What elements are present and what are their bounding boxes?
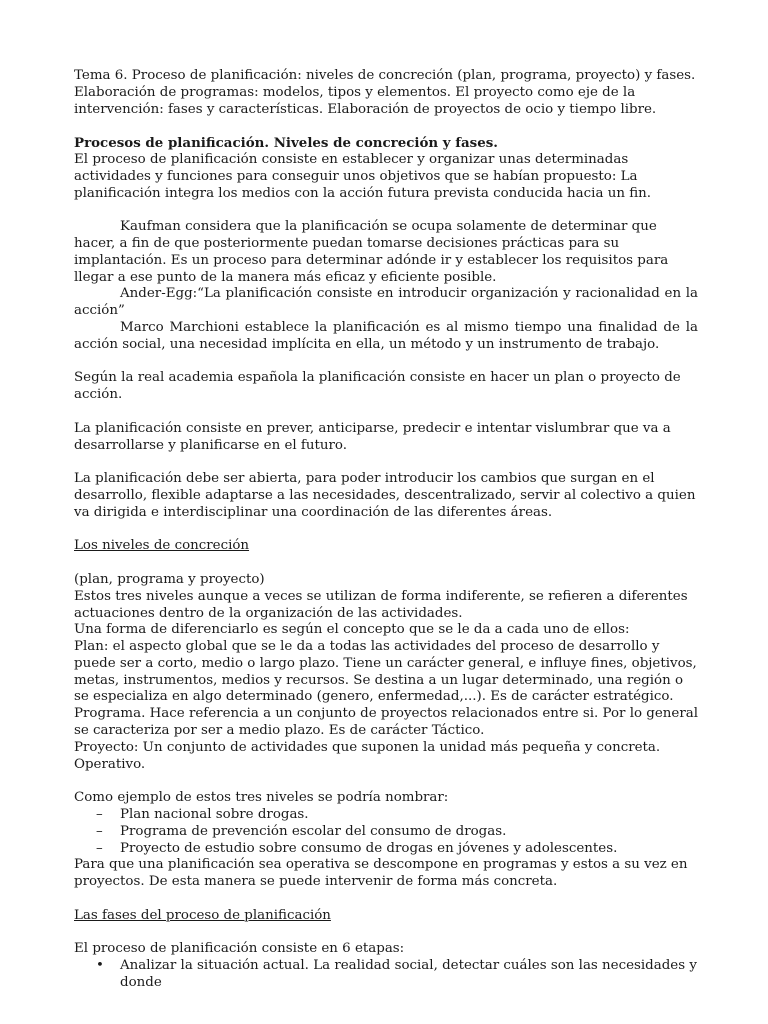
paragraph-operativa: Para que una planificación sea operativa se descompone en programas y estos a su vez en proyectos. De esta manera se puede intervenir de forma más concreta. [74, 857, 688, 890]
paragraph-marchioni: Marco Marchioni establece la planificación es al mismo tiempo una finalidad de la acción social, una necesidad implícita en ella, un método y un instrumento de trabajo. [74, 319, 698, 352]
paragraph-definicion: El proceso de planificación consiste en establecer y organizar unas determinadas actividades y funciones para conseguir unos objetivos que se habían propuesto: La planificación integra los medios con la acción futura prevista conducida hacia un fin. [74, 151, 652, 201]
list-item-text: Analizar la situación actual. La realidad social, detectar cuáles son las necesidades y donde [120, 958, 697, 991]
etapas-list [74, 958, 698, 992]
paragraph-ejemplo: Como ejemplo de estos tres niveles se podría nombrar: [74, 790, 449, 806]
list-item-text: Proyecto de estudio sobre consumo de drogas en jóvenes y adolescentes. [120, 840, 618, 856]
dash-marker: – [96, 840, 103, 856]
list-item [74, 824, 698, 841]
paragraph-abierta: La planificación debe ser abierta, para poder introducir los cambios que surgan en el desarrollo, flexible adaptarse a las necesidades, descentralizado, servir al colectivo a quien va dirigida e interdisciplinar una coordinación de las diferentes áreas. [74, 471, 696, 520]
paragraph-rae: Según la real academia española la planificación consiste en hacer un plan o proyecto de acción. [74, 370, 681, 403]
section-heading-fases: Las fases del proceso de planificación [74, 907, 331, 923]
paragraph-ander-egg: Ander-Egg:“La planificación consiste en introducir organización y racionalidad en la acción” [74, 286, 698, 319]
bullet-marker: • [96, 958, 104, 974]
paragraph-niveles: Estos tres niveles aunque a veces se utilizan de forma indiferente, se refieren a diferentes actuaciones dentro de la organización de las actividades. [74, 588, 688, 621]
list-item-text: Plan nacional sobre drogas. [120, 807, 309, 823]
paragraph-programa: Programa. Hace referencia a un conjunto de proyectos relacionados entre si. Por lo general se caracteriza por ser a medio plazo. Es de carácter Táctico. [74, 706, 699, 739]
paragraph-etapas: El proceso de planificación consiste en 6 etapas: [74, 941, 405, 957]
topic-intro: Tema 6. Proceso de planificación: niveles de concreción (plan, programa, proyecto) y fases. Elaboración de programas: modelos, tipos y elementos. El proyecto como eje de la intervención: fases y características. Elaboración de proyectos de ocio y tiempo libre. [74, 68, 696, 117]
dash-marker: – [96, 823, 103, 839]
list-item [74, 958, 698, 992]
section-heading-procesos: Procesos de planificación. Niveles de concreción y fases. [74, 135, 498, 152]
paragraph-prever: La planificación consiste en prever, anticiparse, predecir e intentar vislumbrar que va a desarrollarse y planificarse en el futuro. [74, 420, 671, 453]
dash-marker: – [96, 807, 103, 823]
list-item [74, 807, 698, 824]
paragraph-plan: Plan: el aspecto global que se le da a todas las actividades del proceso de desarrollo y puede ser a corto, medio o largo plazo. Tiene un carácter general, e influye fines, objetivos, metas, instrumentos, medios y recursos. Se destina a un lugar determinado, una región o se especializa en algo determinado (genero, enfermedad,...). Es de carácter estratégico. [74, 639, 697, 705]
paragraph-kaufman: Kaufman considera que la planificación se ocupa solamente de determinar que hacer, a fin de que posteriormente puedan tomarse decisiones prácticas para su implantación. Es un proceso para determinar adónde ir y establecer los requisitos para llegar a ese punto de la manera más eficaz y eficiente posible. [74, 219, 669, 285]
paragraph-diferenciar: Una forma de diferenciarlo es según el concepto que se le da a cada uno de ellos: [74, 622, 630, 638]
niveles-subtitle: (plan, programa y proyecto) [74, 571, 265, 587]
list-item-text: Programa de prevención escolar del consumo de drogas. [120, 823, 507, 839]
document-body [74, 68, 698, 992]
list-item [74, 841, 698, 858]
section-heading-niveles: Los niveles de concreción [74, 538, 250, 554]
paragraph-proyecto: Proyecto: Un conjunto de actividades que suponen la unidad más pequeña y concreta. Operativo. [74, 739, 661, 772]
example-list [74, 807, 698, 857]
